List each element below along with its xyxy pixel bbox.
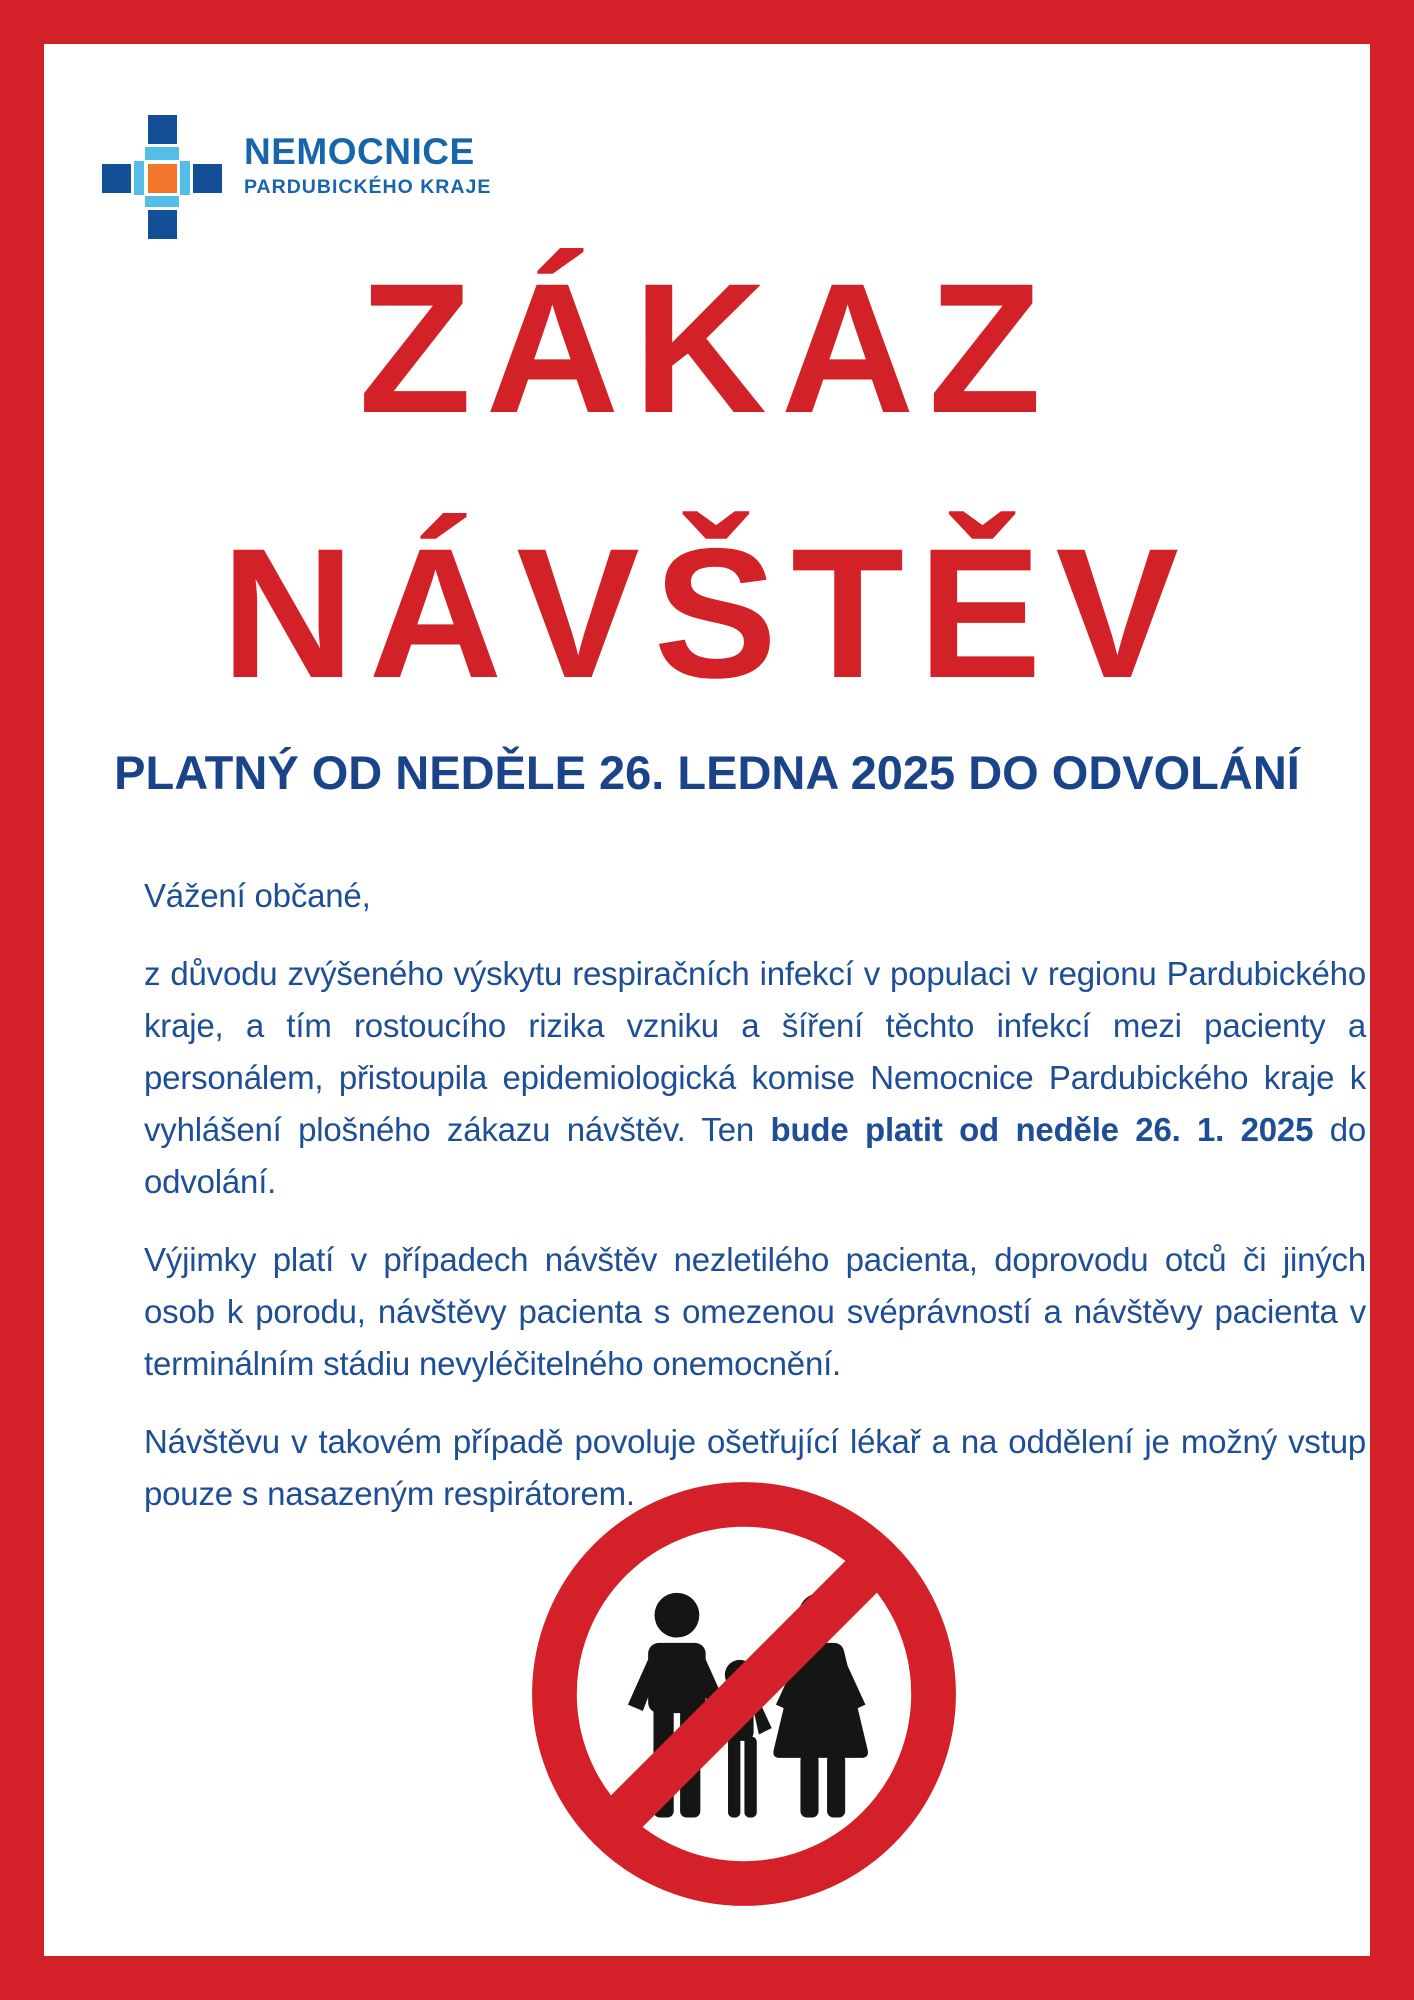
paragraph-reason [144, 948, 1366, 1208]
paragraph-exceptions: Výjimky platí v případech návštěv nezletilého pacienta, doprovodu otců či jiných osob k porodu, návštěvy pacienta s omezenou svéprávností a návštěvy pacienta v terminálním stádiu nevyléčitelného onemocnění. [144, 1241, 1366, 1382]
logo-square-dark-left [102, 164, 131, 193]
salutation: Vážení občané, [144, 877, 371, 914]
logo-square-orange-center [148, 164, 177, 193]
headline-line2: NÁVŠTĚV [221, 511, 1193, 717]
hospital-logo-text [244, 132, 491, 199]
logo-square-dark-bottom [148, 210, 177, 239]
validity-subtitle: PLATNÝ OD NEDĚLE 26. LEDNA 2025 DO ODVOLÁNÍ [114, 746, 1300, 799]
logo-square-dark-right [193, 164, 222, 193]
no-visitors-icon [531, 1481, 957, 1907]
paragraph-conditions: Návštěvu v takovém případě povoluje ošetřující lékař a na oddělení je možný vstup pouze s nasazeným respirátorem. [144, 1423, 1366, 1512]
body-text [144, 870, 1366, 1546]
prohibition-ring [554, 1504, 933, 1883]
headline-line1: ZÁKAZ [358, 246, 1056, 452]
paragraph-reason-end: do odvolání. [144, 1111, 1367, 1200]
paragraph-reason-start: z důvodu zvýšeného výskytu respiračních infekcí v populaci v regionu Pardubického kraje, a tím rostoucího rizika vzniku a šíření těchto infekcí mezi pacienty a personálem, přistoupila epidemiologická komise Nemocnice Pardubického kraje k vyhlášení plošného zákazu návštěv. Ten [144, 955, 1366, 1148]
hospital-region: PARDUBICKÉHO KRAJE [244, 175, 492, 198]
paragraph-reason-bold-date: bude platit od neděle 26. 1. 2025 [770, 1111, 1314, 1148]
logo-square-dark-top [148, 115, 177, 144]
hospital-name: NEMOCNICE [244, 131, 475, 172]
hospital-logo-icon [106, 106, 218, 218]
